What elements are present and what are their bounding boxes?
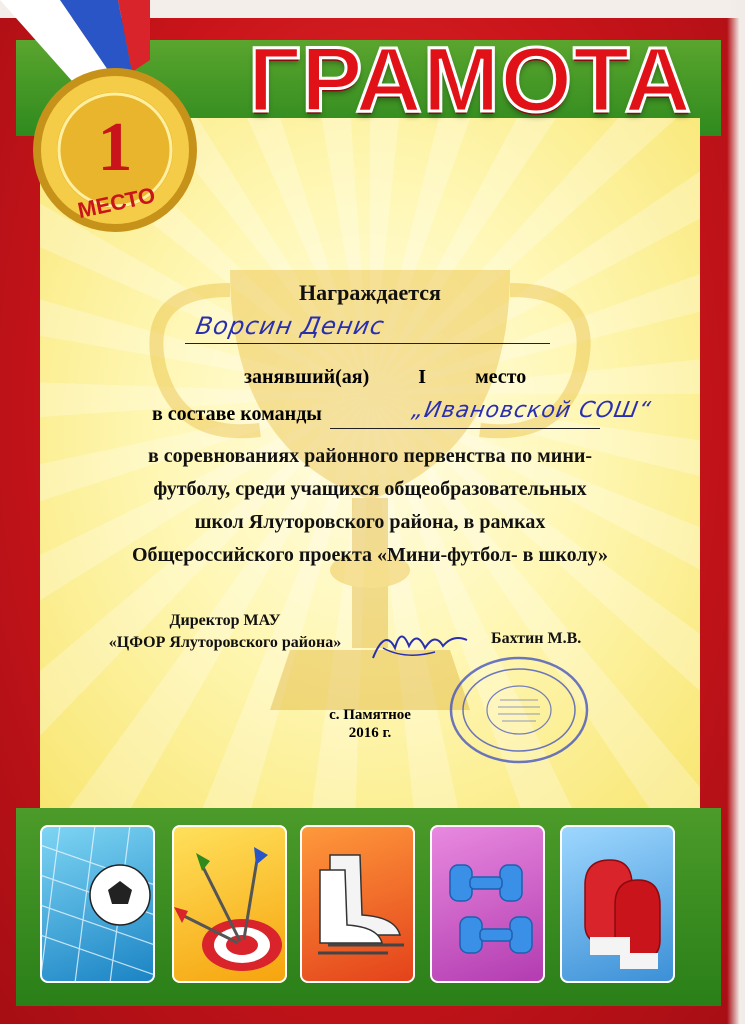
- ice-skates-icon: [300, 825, 415, 983]
- signer-name: Бахтин М.В.: [491, 630, 582, 647]
- description-line-1: в соревнованиях районного первенства по мини-: [147, 445, 593, 467]
- description-line-4: Общероссийского проекта «Мини-футбол- в школу»: [131, 544, 609, 566]
- sport-tile-football: [40, 825, 155, 983]
- city: с. Памятное: [329, 707, 411, 723]
- signer-title: [100, 610, 350, 654]
- medal-label: МЕСТО: [75, 182, 158, 224]
- place-line: [244, 366, 570, 389]
- team-name-line: [330, 428, 600, 429]
- gold-medal-icon: [0, 0, 230, 250]
- team-name-handwritten: „Ивановской СОШ“: [409, 398, 654, 423]
- year: 2016 г.: [348, 725, 392, 741]
- sport-tile-boxing: [560, 825, 675, 983]
- place-and-date: [270, 706, 470, 742]
- sport-tile-skates: [300, 825, 415, 983]
- description-line-3: школ Ялуторовского района, в рамках: [194, 511, 546, 533]
- sport-tile-dumbbells: [430, 825, 545, 983]
- place-value: I: [418, 366, 427, 388]
- paper-edge-right: [727, 0, 745, 1024]
- certificate-title: ГРАМОТА: [248, 29, 692, 131]
- official-stamp-icon: [448, 655, 590, 765]
- signer-title-line-1: Директор МАУ: [169, 612, 281, 629]
- sport-tile-darts: [172, 825, 287, 983]
- medal-number: 1: [97, 109, 133, 186]
- recipient-name-handwritten: Ворсин Денис: [193, 312, 387, 340]
- description-line-2: футболу, среди учащихся общеобразовательных: [153, 478, 587, 500]
- place-text: занявший(ая): [244, 366, 370, 388]
- awarded-heading: Награждается: [299, 280, 441, 305]
- boxing-gloves-icon: [560, 825, 675, 983]
- place-word: место: [475, 366, 527, 388]
- darts-target-icon: [172, 825, 287, 983]
- football-net-icon: [40, 825, 155, 983]
- signer-title-line-2: «ЦФОР Ялуторовского района»: [108, 634, 342, 651]
- award-description: [90, 440, 650, 572]
- dumbbells-icon: [430, 825, 545, 983]
- recipient-name-line: [185, 343, 550, 344]
- team-prefix: в составе команды: [152, 403, 322, 425]
